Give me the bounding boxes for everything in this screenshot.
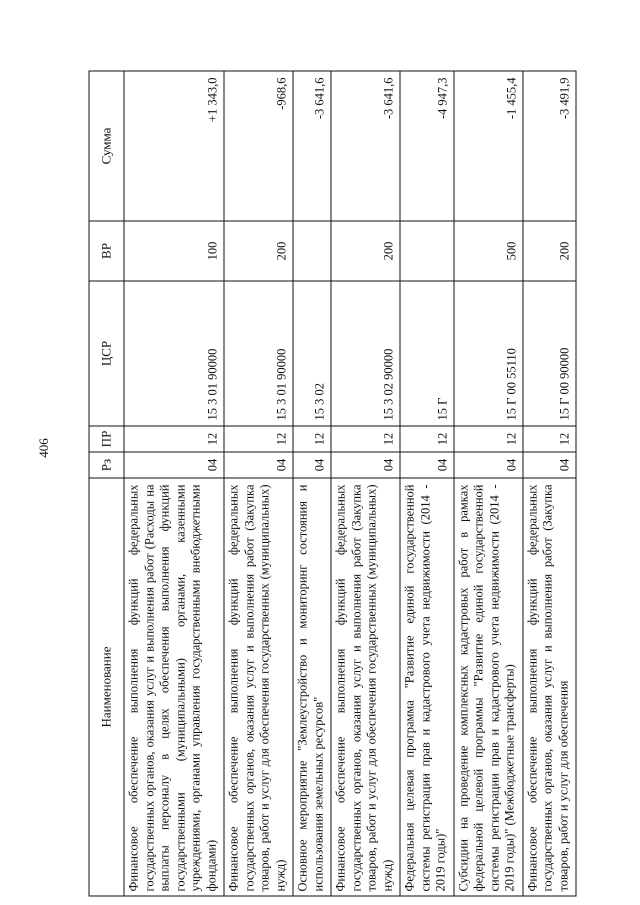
row-sum: +1 343,0 [124, 71, 224, 221]
row-rz: 04 [224, 452, 293, 478]
row-sum: -3 641,6 [293, 71, 331, 221]
row-pr: 12 [453, 426, 522, 452]
row-vr [293, 221, 331, 281]
row-pr: 12 [522, 426, 576, 452]
table-row [331, 71, 400, 896]
rotated-table-area [88, 71, 608, 896]
table-row [400, 71, 454, 896]
row-pr: 12 [331, 426, 400, 452]
header-rz: Рз [89, 452, 124, 478]
table-row [124, 71, 224, 896]
row-rz: 04 [331, 452, 400, 478]
row-rz: 04 [522, 452, 576, 478]
row-sum: -4 947,3 [400, 71, 454, 221]
row-vr [400, 221, 454, 281]
header-csr: ЦСР [89, 281, 124, 426]
row-sum: -3 641,6 [331, 71, 400, 221]
row-vr: 200 [224, 221, 293, 281]
row-sum: -968,6 [224, 71, 293, 221]
row-name: Финансовое обеспечение выполнения функций федеральных государственных органов, оказания услуг и выполнения работ (Расходы на выплаты персоналу в целях обеспечения выполнения функций государственными (муниципальными) органами, казенными учреждениями, органами управления государственными внебюджетными фондами) [124, 478, 224, 896]
row-csr: 15 3 02 90000 [331, 281, 400, 426]
row-name: Федеральная целевая программа "Развитие единой государственной системы регистрации прав и кадастрового учета недвижимости (2014 - 2019 годы)" [400, 478, 454, 896]
budget-table [88, 70, 576, 896]
row-csr: 15 3 02 [293, 281, 331, 426]
row-name: Основное мероприятие "Землеустройство и мониторинг состояния и использования земельных ресурсов" [293, 478, 331, 896]
header-sum: Сумма [89, 71, 124, 221]
row-rz: 04 [453, 452, 522, 478]
row-sum: -3 491,9 [522, 71, 576, 221]
row-name: Финансовое обеспечение выполнения функций федеральных государственных органов, оказания услуг и выполнения работ (Закупка товаров, работ и услуг для обеспечения [522, 478, 576, 896]
row-name: Финансовое обеспечение выполнения функций федеральных государственных органов, оказания услуг и выполнения работ (Закупка товаров, работ и услуг для обеспечения государственных (муниципальных) нужд) [331, 478, 400, 896]
row-pr: 12 [124, 426, 224, 452]
row-pr: 12 [400, 426, 454, 452]
row-vr: 100 [124, 221, 224, 281]
row-pr: 12 [293, 426, 331, 452]
row-csr: 15 3 01 90000 [224, 281, 293, 426]
row-vr: 200 [331, 221, 400, 281]
table-row [453, 71, 522, 896]
header-row [89, 71, 124, 896]
row-sum: -1 455,4 [453, 71, 522, 221]
row-rz: 04 [400, 452, 454, 478]
header-vr: ВР [89, 221, 124, 281]
row-name: Субсидии на проведение комплексных кадастровых работ в рамках федеральной целевой программы "Развитие единой государственной системы регистрации прав и кадастрового учета недвижимости (2014 - 2019 годы)" (Межбюджетные трансферты) [453, 478, 522, 896]
table-row [224, 71, 293, 896]
row-rz: 04 [124, 452, 224, 478]
table-row [522, 71, 576, 896]
row-vr: 200 [522, 221, 576, 281]
row-rz: 04 [293, 452, 331, 478]
header-pr: ПР [89, 426, 124, 452]
landscape-page [88, 71, 608, 896]
row-vr: 500 [453, 221, 522, 281]
row-name: Финансовое обеспечение выполнения функций федеральных государственных органов, оказания услуг и выполнения работ (Закупка товаров, работ и услуг для обеспечения государственных (муниципальных) нужд) [224, 478, 293, 896]
table-row [293, 71, 331, 896]
row-pr: 12 [224, 426, 293, 452]
row-csr: 15 Г 00 55110 [453, 281, 522, 426]
row-csr: 15 Г 00 90000 [522, 281, 576, 426]
row-csr: 15 Г [400, 281, 454, 426]
page-number: 406 [36, 438, 51, 458]
row-csr: 15 3 01 90000 [124, 281, 224, 426]
header-name: Наименование [89, 478, 124, 896]
